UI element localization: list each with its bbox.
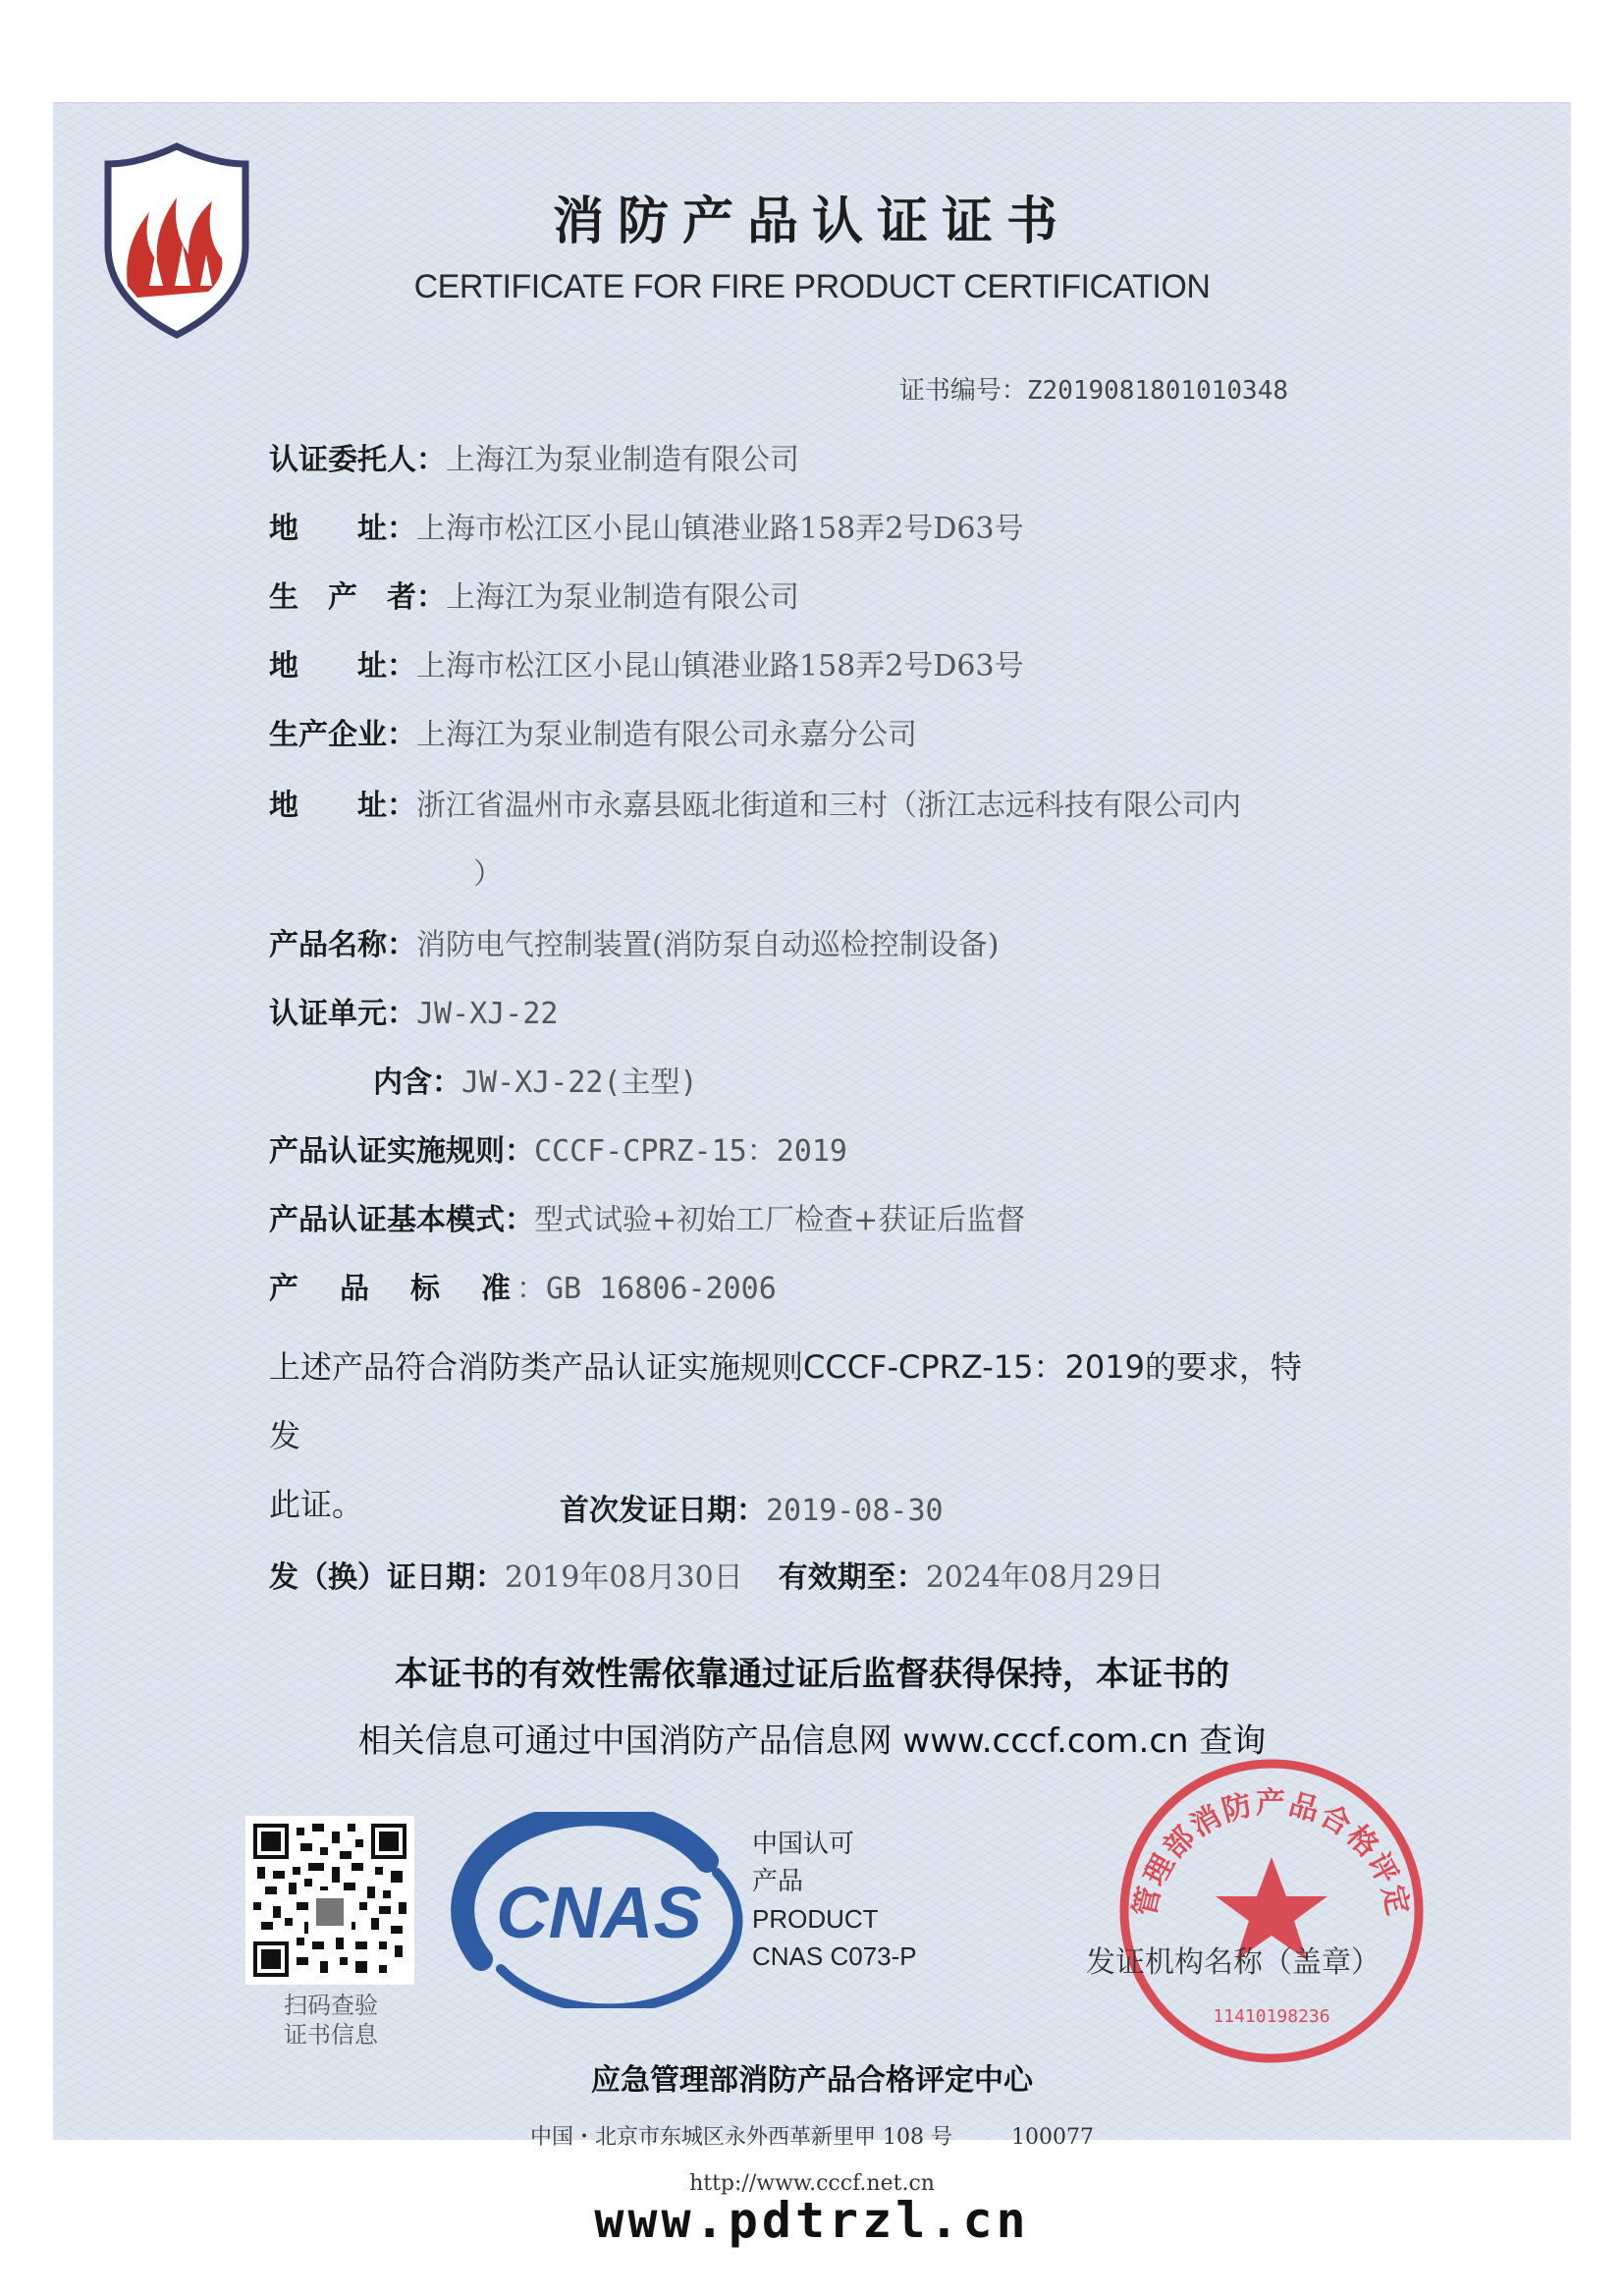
compliance-statement-line1: 上述产品符合消防类产品认证实施规则CCCF-CPRZ-15：2019的要求，特发 [269, 1348, 1302, 1454]
valid-until-label: 有效期至： [778, 1560, 926, 1595]
unit-value: JW-XJ-22 [416, 997, 559, 1031]
watermark-url: www.pdtrzl.cn [594, 2192, 1030, 2249]
official-seal [1110, 1749, 1434, 2073]
cnas-line1: 中国认可 [752, 1830, 855, 1859]
standard-row [269, 1264, 777, 1307]
certificate-number [899, 370, 1288, 407]
footer-organization: 应急管理部消防产品合格评定中心 [591, 2063, 1033, 2098]
producer-label: 生 产 者： [269, 580, 446, 615]
rule-label: 产品认证实施规则： [269, 1134, 534, 1169]
producer-address-value: 上海市松江区小昆山镇港业路158弄2号D63号 [416, 649, 1024, 683]
client-address-label: 地 址： [269, 512, 416, 546]
seal-ring-text: 管理部消防产品合格评定 [1127, 1786, 1416, 1921]
contains-row [373, 1058, 698, 1101]
cnas-line2: 产品 [752, 1867, 804, 1896]
mode-row [269, 1195, 1025, 1238]
footer-address-text: 中国・北京市东城区永外西革新里甲 108 号 [530, 2125, 952, 2150]
producer-value: 上海江为泵业制造有限公司 [446, 580, 799, 615]
rule-row [269, 1126, 847, 1170]
rule-value: CCCF-CPRZ-15：2019 [534, 1134, 847, 1169]
product-row [269, 920, 999, 963]
factory-row [269, 710, 917, 753]
product-value: 消防电气控制装置(消防泵自动巡检控制设备) [416, 928, 1000, 962]
issue-date-label: 发（换）证日期： [269, 1560, 505, 1595]
qr-caption [238, 1991, 424, 2050]
contains-label: 内含： [373, 1066, 461, 1100]
factory-address-value-line1: 浙江省温州市永嘉县瓯北街道和三村（浙江志远科技有限公司内 [416, 789, 1241, 823]
issue-date-value: 2019年08月30日 [505, 1560, 743, 1595]
factory-address-line2 [473, 849, 503, 893]
cnas-accreditation [752, 1826, 917, 1975]
footer-website[interactable]: http://www.cccf.net.cn [689, 2171, 935, 2196]
client-value: 上海江为泵业制造有限公司 [446, 443, 799, 477]
certificate-number-label: 证书编号： [898, 376, 1027, 406]
certificate-number-value: Z2019081801010348 [1026, 376, 1288, 406]
qr-code[interactable] [245, 1816, 414, 1985]
qr-caption-line1: 扫码查验 [284, 1992, 378, 2019]
client-row [269, 435, 799, 478]
unit-row [269, 989, 559, 1032]
certificate-subtitle: CERTIFICATE FOR FIRE PRODUCT CERTIFICATION [413, 268, 1211, 305]
footer-postcode: 100077 [1011, 2125, 1094, 2150]
cnas-logo-text: CNAS [496, 1872, 702, 1953]
first-issue-value: 2019-08-30 [766, 1494, 944, 1528]
mode-label: 产品认证基本模式： [269, 1203, 534, 1237]
producer-address-row [269, 641, 1024, 684]
producer-row [269, 573, 799, 616]
standard-value: ：GB 16806-2006 [516, 1272, 777, 1306]
unit-label: 认证单元： [269, 997, 416, 1031]
issuer-label: 发证机构名称（盖章） [1086, 1945, 1380, 1980]
seal-code: 11410198236 [1213, 2006, 1330, 2027]
validity-notice-line1: 本证书的有效性需依靠通过证后监督获得保持，本证书的 [395, 1655, 1229, 1694]
cnas-line3: PRODUCT [752, 1904, 879, 1934]
factory-address-row [269, 781, 1241, 824]
product-label: 产品名称： [269, 928, 416, 962]
cnas-logo [442, 1812, 756, 2008]
cnas-line4: CNAS C073-P [752, 1941, 917, 1971]
compliance-statement-line2: 此证。 [269, 1486, 364, 1523]
footer-address [53, 2120, 1571, 2151]
client-address-row [269, 504, 1024, 547]
contains-value: JW-XJ-22(主型) [461, 1066, 698, 1100]
mode-value: 型式试验+初始工厂检查+获证后监督 [534, 1203, 1026, 1237]
first-issue-label: 首次发证日期： [560, 1494, 766, 1528]
client-label: 认证委托人： [269, 443, 446, 477]
factory-address-label: 地 址： [269, 789, 416, 823]
producer-address-label: 地 址： [269, 649, 416, 683]
first-issue-row [560, 1486, 944, 1529]
certificate-title: 消防产品认证证书 [552, 192, 1071, 251]
qr-caption-line2: 证书信息 [284, 2021, 378, 2049]
client-address-value: 上海市松江区小昆山镇港业路158弄2号D63号 [416, 512, 1024, 546]
validity-notice-line2: 相关信息可通过中国消防产品信息网 www.cccf.com.cn 查询 [357, 1722, 1267, 1761]
factory-label: 生产企业： [269, 718, 416, 752]
certificate-sheet [53, 102, 1571, 2196]
issue-dates-row [269, 1553, 1164, 1596]
factory-value: 上海江为泵业制造有限公司永嘉分公司 [416, 718, 917, 752]
factory-address-value-line2: ） [473, 857, 503, 892]
valid-until-value: 2024年08月29日 [925, 1560, 1164, 1595]
standard-label: 产 品 标 准 [269, 1272, 516, 1306]
